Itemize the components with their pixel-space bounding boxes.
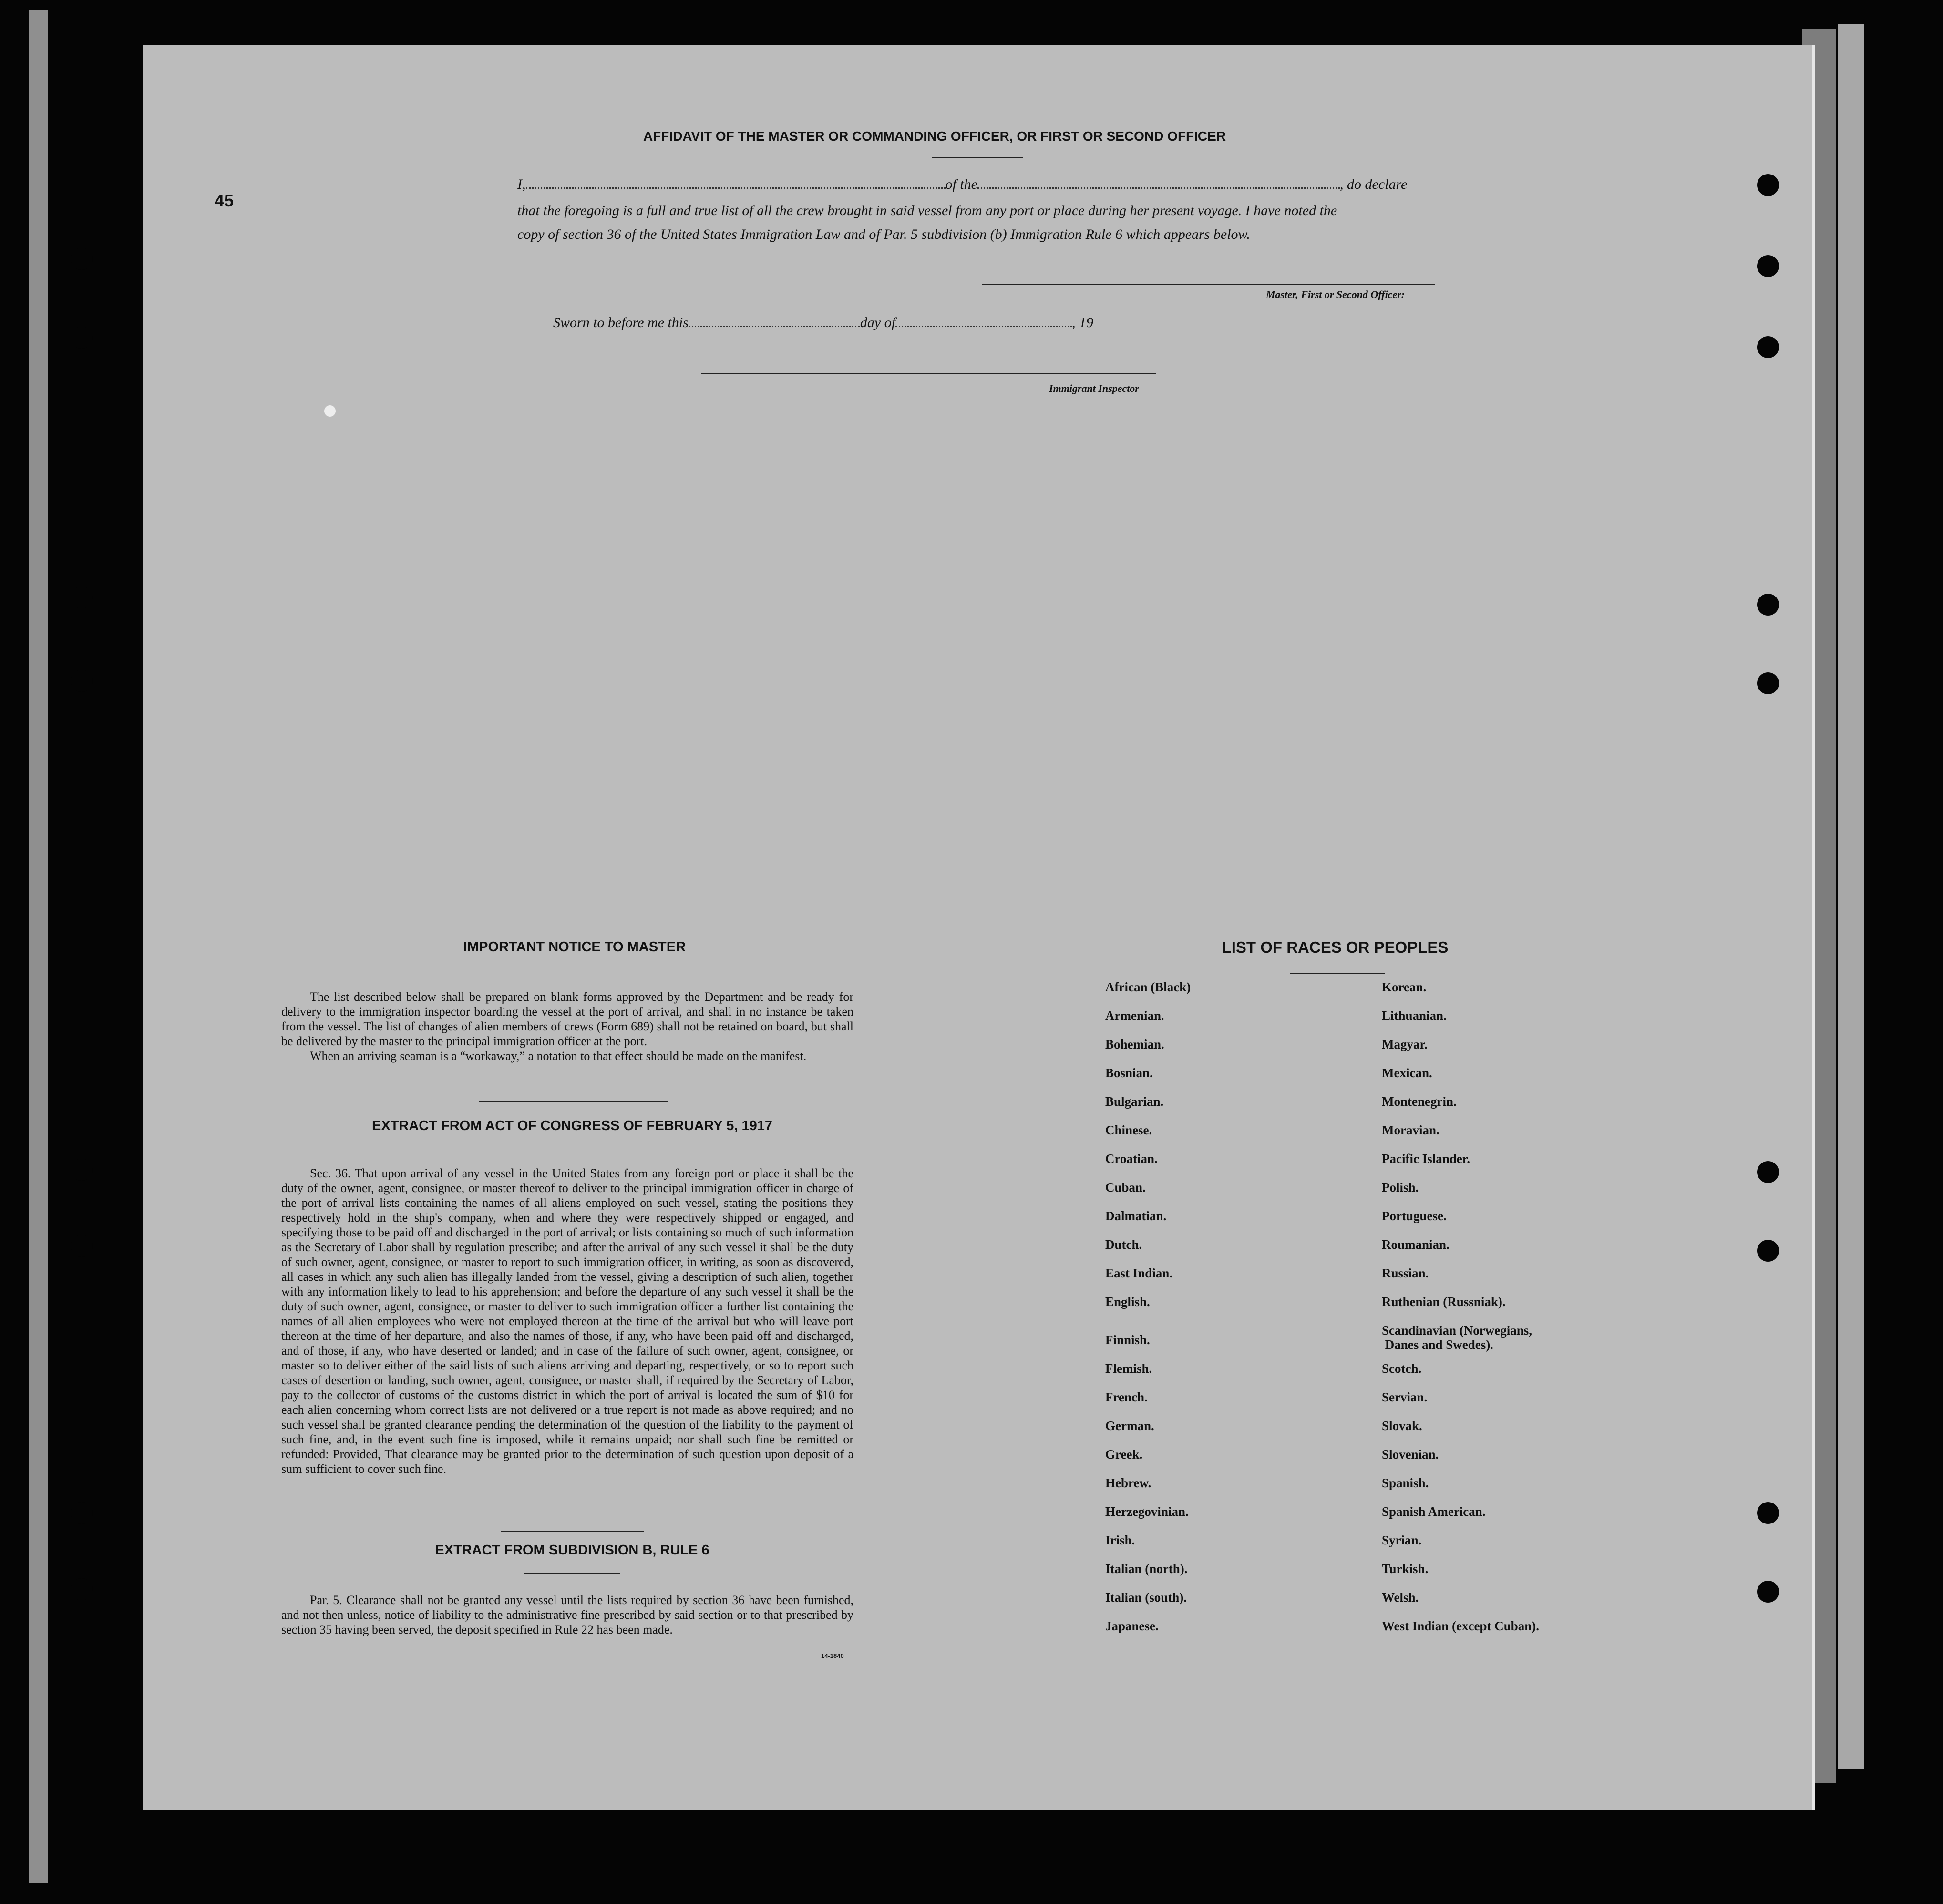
handwritten-stamp: 45 (215, 191, 234, 210)
sworn-year: , 19 (1072, 315, 1094, 330)
punch-hole (71, 1502, 93, 1524)
race-item: Bosnian. (1105, 1066, 1153, 1080)
punch-hole (1757, 1581, 1779, 1603)
race-item: Finnish. (1105, 1333, 1150, 1347)
affidavit-line-1 (517, 176, 1407, 193)
rule-extract-title: EXTRACT FROM SUBDIVISION B, RULE 6 (435, 1543, 709, 1558)
race-item: Flemish. (1105, 1361, 1152, 1376)
divider (1290, 973, 1385, 974)
race-item: Dalmatian. (1105, 1209, 1167, 1223)
form-number: 14-1840 (821, 1652, 844, 1659)
race-item: Turkish. (1382, 1562, 1429, 1576)
race-item: Bulgarian. (1105, 1094, 1164, 1109)
punch-hole (1757, 1161, 1779, 1183)
race-item: Portuguese. (1382, 1209, 1447, 1223)
races-title: LIST OF RACES OR PEOPLES (1222, 938, 1449, 956)
race-item: Bohemian. (1105, 1037, 1164, 1051)
punch-hole (324, 405, 336, 417)
page-edge-right-outer (1838, 24, 1864, 1769)
affidavit-i: I, (517, 176, 526, 192)
notice-paragraph-1: The list described below shall be prepared on blank forms approved by the Department and be ready for delivery to the immigration inspector boarding the vessel at the port of arrival, and shall in no instance be taken from the vessel. The list of changes of alien members of crews (Form 689) shall not be retained on board, but shall be delivered by the master to the principal immigration officer at the port. (281, 990, 853, 1048)
race-item: Moravian. (1382, 1123, 1439, 1137)
punch-hole (71, 670, 93, 692)
race-item: Spanish American. (1382, 1504, 1486, 1519)
sworn-day: day of (860, 315, 896, 330)
punch-hole (1757, 1502, 1779, 1524)
divider (932, 157, 1023, 158)
race-item: Hebrew. (1105, 1476, 1151, 1490)
race-item: Magyar. (1382, 1037, 1428, 1051)
race-item: West Indian (except Cuban). (1382, 1619, 1540, 1633)
inspector-label: Immigrant Inspector (1049, 382, 1139, 394)
race-item: Scandinavian (Norwegians, Danes and Swedes). (1382, 1323, 1532, 1352)
race-item: Cuban. (1105, 1180, 1146, 1194)
race-item: French. (1105, 1390, 1148, 1404)
affidavit-title: AFFIDAVIT OF THE MASTER OR COMMANDING OFFICER, OR FIRST OR SECOND OFFICER (643, 129, 1226, 144)
punch-hole (1757, 1240, 1779, 1262)
race-item: German. (1105, 1419, 1154, 1433)
divider (479, 1101, 668, 1102)
race-item: Mexican. (1382, 1066, 1432, 1080)
rule-extract-text: Par. 5. Clearance shall not be granted any vessel until the lists required by section 36 have been furnished, and not then unless, notice of liability to the administrative fine prescribed by said section or to that prescribed by section 35 having been served, the deposit specified in Rule 22 has been made. (281, 1593, 853, 1636)
punch-hole (1757, 672, 1779, 694)
race-item: Servian. (1382, 1390, 1428, 1404)
act-extract-title: EXTRACT FROM ACT OF CONGRESS OF FEBRUARY 5, 1917 (371, 1118, 773, 1133)
race-item: Scotch. (1382, 1361, 1422, 1376)
day-blank (689, 315, 860, 327)
divider (524, 1573, 620, 1574)
race-item: Italian (south). (1105, 1590, 1187, 1605)
page-edge-left (29, 10, 48, 1883)
punch-hole (71, 248, 93, 270)
punch-hole (71, 1235, 93, 1257)
notice-paragraph-2: When an arriving seaman is a “workaway,” a notation to that effect should be made on the manifest. (310, 1049, 807, 1063)
race-item: Montenegrin. (1382, 1094, 1457, 1109)
act-extract-body (281, 1166, 853, 1476)
affidavit-line-3: copy of section 36 of the United States Immigration Law and of Par. 5 subdivision (b) Immigration Rule 6 which appears below. (517, 226, 1250, 242)
race-item: Armenian. (1105, 1009, 1164, 1023)
race-item: Pacific Islander. (1382, 1152, 1470, 1166)
notice-body (281, 989, 853, 1063)
punch-hole (71, 327, 93, 349)
punch-hole (1757, 255, 1779, 277)
race-item: Polish. (1382, 1180, 1419, 1194)
sworn-line (553, 315, 1093, 331)
race-item: Spanish. (1382, 1476, 1429, 1490)
affidavit-line-2: that the foregoing is a full and true list of all the crew brought in said vessel from any port or place during her present voyage. I have noted the (517, 203, 1337, 218)
race-item: Slovak. (1382, 1419, 1422, 1433)
punch-hole (71, 587, 93, 608)
month-blank (895, 315, 1072, 327)
race-item: Korean. (1382, 980, 1427, 994)
race-item: Croatian. (1105, 1152, 1158, 1166)
race-item: Irish. (1105, 1533, 1135, 1547)
race-item: Herzegovinian. (1105, 1504, 1189, 1519)
punch-hole (1757, 174, 1779, 196)
race-item: Roumanian. (1382, 1237, 1450, 1252)
race-item: Syrian. (1382, 1533, 1422, 1547)
affidavit-of-the: of the (945, 176, 977, 192)
rule-extract-body (281, 1593, 853, 1637)
affidavit-declare: , do declare (1340, 176, 1408, 192)
divider (501, 1531, 644, 1532)
race-item: Slovenian. (1382, 1447, 1439, 1461)
sworn-prefix: Sworn to before me this (553, 315, 689, 330)
race-item: English. (1105, 1295, 1150, 1309)
inspector-line (701, 373, 1156, 374)
race-item: African (Black) (1105, 980, 1191, 994)
signature-label: Master, First or Second Officer: (1266, 288, 1405, 300)
race-item: Italian (north). (1105, 1562, 1188, 1576)
notice-title: IMPORTANT NOTICE TO MASTER (463, 939, 686, 955)
name-blank (526, 177, 946, 189)
race-item: Lithuanian. (1382, 1009, 1447, 1023)
vessel-blank (977, 177, 1340, 189)
signature-line (982, 284, 1435, 285)
punch-hole (1757, 594, 1779, 616)
race-item: Chinese. (1105, 1123, 1152, 1137)
race-item: East Indian. (1105, 1266, 1173, 1280)
race-item: Dutch. (1105, 1237, 1142, 1252)
race-item: Russian. (1382, 1266, 1429, 1280)
punch-hole (71, 1159, 93, 1181)
race-item: Ruthenian (Russniak). (1382, 1295, 1506, 1309)
act-extract-text: Sec. 36. That upon arrival of any vessel in the United States from any foreign port or place it shall be the duty of the owner, agent, consignee, or master thereof to deliver to the principal immigration officer in charge of the port of arrival lists containing the names of all aliens employed on such vessel, stating the positions they respectively hold in the ship's company, when and where they were respectively shipped or engaged, and specifying those to be paid off and discharged in the port of arrival; or lists containing so much of such information as the Secretary of Labor shall by regulation prescribe; and after the arrival of any such vessel it shall be the duty of such owner, agent, consignee, or master to report to such immigration officer, in writing, as soon as discovered, all cases in which any such alien has illegally landed from the vessel, giving a description of such alien, together with any information likely to lead to his apprehension; and before the departure of any such vessel it shall be the duty of such owner, agent, consignee, or master to deliver to such immigration officer a further list containing the names of all alien employees who were not employed thereon at the time of the arrival but who will leave port thereon at the time of her departure, and also the names of those, if any, who have been paid off and discharged, and of those, if any, who have deserted or landed; and in case of the failure of such owner, agent, consignee, or master so to deliver either of the said lists of such aliens arriving and departing, respectively, or so to report such cases of desertion or landing, such owner, agent, consignee, or master shall, if required by the Secretary of Labor, pay to the collector of customs of the customs district in which the port of arrival is located the sum of $10 for each alien concerning whom correct lists are not delivered or a true report is not made as above required; and no such vessel shall be granted clearance pending the determination of the question of the liability to the payment of such fine, and, in the event such fine is imposed, while it remains unpaid; nor shall such fine be remitted or refunded: Provided, That clearance may be granted prior to the determination of such question upon deposit of a sum sufficient to cover such fine. (281, 1166, 853, 1476)
race-item: Japanese. (1105, 1619, 1159, 1633)
punch-hole (71, 1578, 93, 1600)
punch-hole (1757, 336, 1779, 358)
race-item: Greek. (1105, 1447, 1143, 1461)
race-item: Welsh. (1382, 1590, 1419, 1605)
